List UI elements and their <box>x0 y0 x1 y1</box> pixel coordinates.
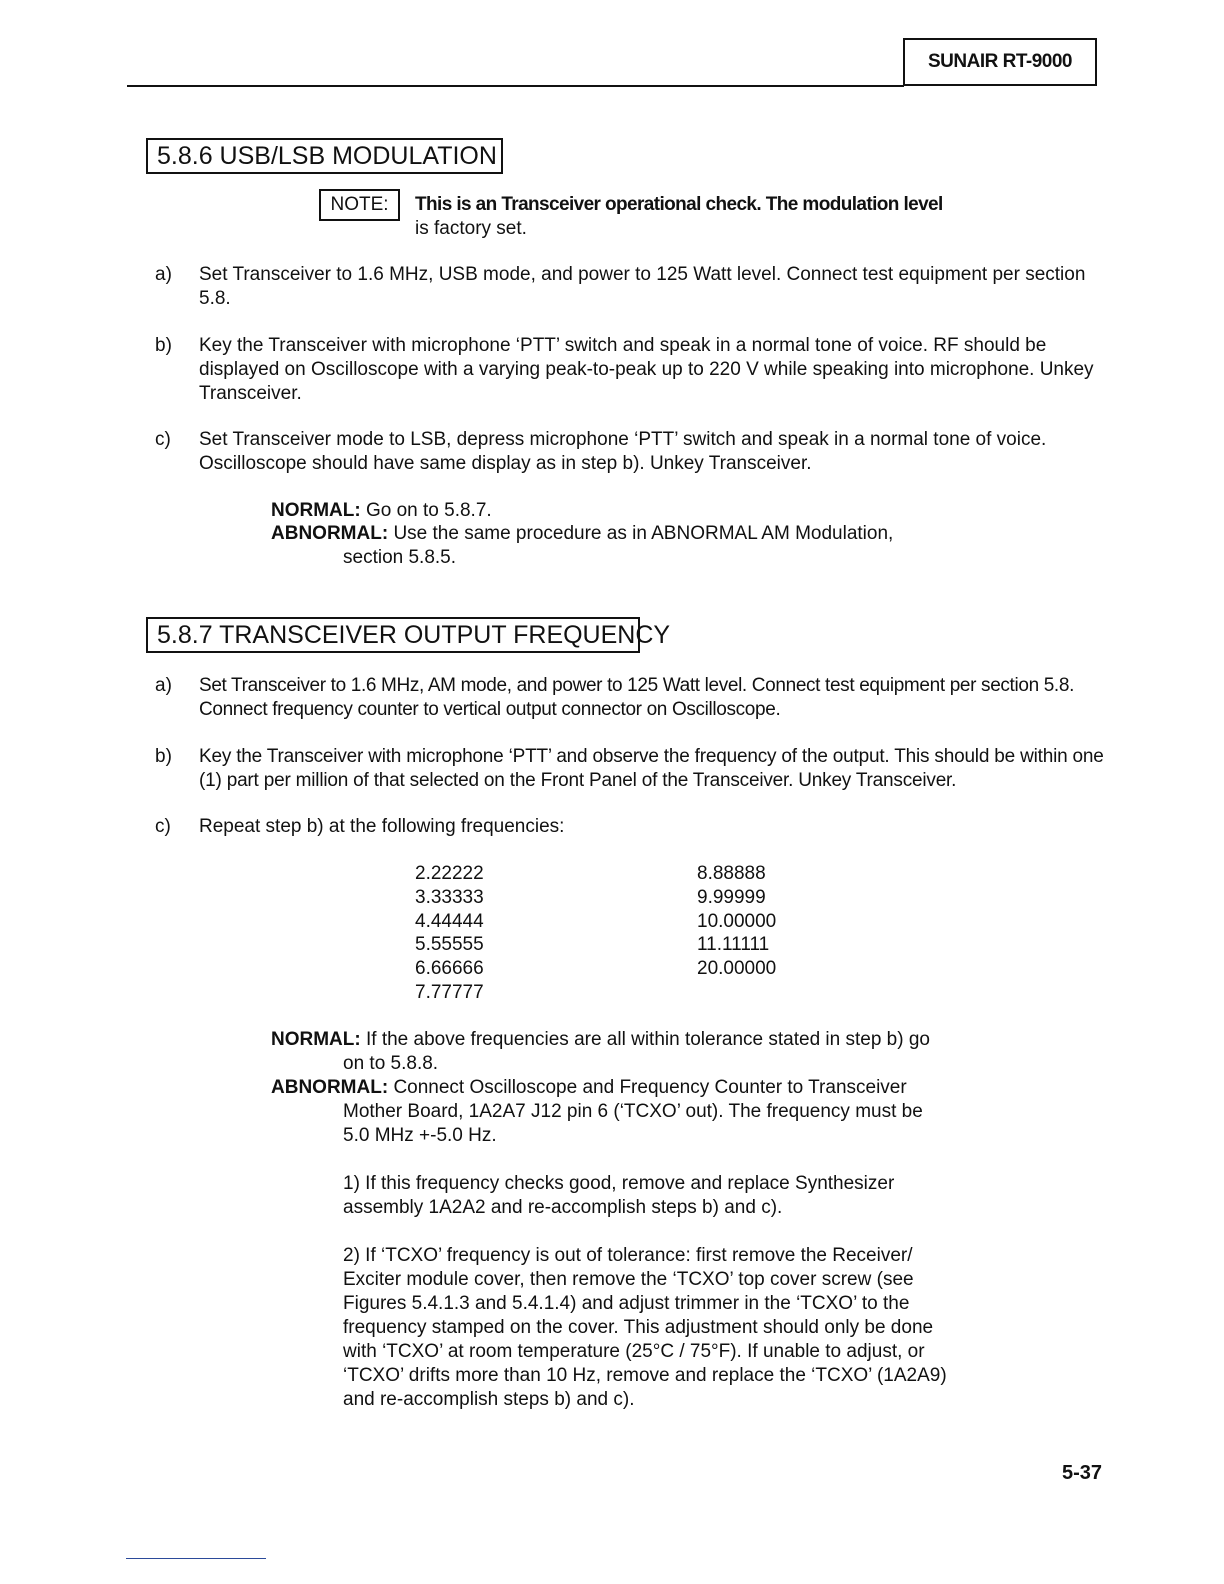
footer-rule <box>126 1558 266 1559</box>
frequency-value: 6.66666 <box>415 958 484 979</box>
step-c-letter: c) <box>155 429 171 450</box>
frequency-value: 5.55555 <box>415 934 484 955</box>
step-b-letter: b) <box>155 335 172 356</box>
step-b-letter: b) <box>155 746 172 767</box>
page-number: 5-37 <box>1062 1462 1103 1484</box>
abnormal-step-2: 2) If ‘TCXO’ frequency is out of tolerance: first remove the Receiver/ Exciter module cover, then remove the ‘TCXO’ top cover screw (see Figures 5.4.1.3 and 5.4.1.4) and adjust trimmer in the ‘TCXO’ to the frequency stamped on the cover. This adjustment should only be done with ‘TCXO’ at room temperature (25°C / 75°F). If unable to adjust, or ‘TCXO’ drifts more than 10 Hz, remove and replace the ‘TCXO’ (1A2A9) and re-accomplish steps b) and c). <box>343 1245 947 1410</box>
normal-result <box>271 499 492 523</box>
step-a-letter: a) <box>155 264 172 285</box>
frequency-value: 2.22222 <box>415 863 484 884</box>
step-c-text: Repeat step b) at the following frequencies: <box>199 816 565 837</box>
normal-text-2: on to 5.8.8. <box>343 1053 439 1074</box>
normal-label: NORMAL: <box>271 1029 361 1050</box>
abnormal-step-1: 1) If this frequency checks good, remove and replace Synthesizer assembly 1A2A2 and re-accomplish steps b) and c). <box>343 1173 895 1218</box>
frequency-value: 8.88888 <box>697 863 766 884</box>
frequency-value: 9.99999 <box>697 887 766 908</box>
step-a-text: Set Transceiver to 1.6 MHz, USB mode, and power to 125 Watt level. Connect test equipment per section 5.8. <box>199 264 1086 309</box>
abnormal-text: Connect Oscilloscope and Frequency Counter to Transceiver <box>393 1077 907 1098</box>
section-title-587: 5.8.7 TRANSCEIVER OUTPUT FREQUENCY <box>146 617 640 653</box>
frequency-value: 20.00000 <box>697 958 777 979</box>
frequency-value: 3.33333 <box>415 887 484 908</box>
document-id: SUNAIR RT-9000 <box>903 38 1097 86</box>
abnormal-label: ABNORMAL: <box>271 1077 389 1098</box>
normal-result <box>271 1028 930 1052</box>
abnormal-text-3: 5.0 MHz +-5.0 Hz. <box>343 1125 497 1146</box>
frequency-value: 4.44444 <box>415 911 484 932</box>
normal-text: If the above frequencies are all within tolerance stated in step b) go <box>365 1029 930 1050</box>
frequency-value: 10.00000 <box>697 911 777 932</box>
abnormal-text-2: Mother Board, 1A2A7 J12 pin 6 (‘TCXO’ out). The frequency must be <box>343 1101 923 1122</box>
normal-text: Go on to 5.8.7. <box>365 500 492 521</box>
abnormal-result <box>271 1076 907 1100</box>
step-a-letter: a) <box>155 675 172 696</box>
step-b-text: Key the Transceiver with microphone ‘PTT’ switch and speak in a normal tone of voice. RF should be displayed on Oscilloscope with a varying peak-to-peak up to 220 V while speaking into microphone. Unkey Transceiver. <box>199 335 1094 404</box>
abnormal-text: Use the same procedure as in ABNORMAL AM Modulation, <box>393 523 894 544</box>
note-label: NOTE: <box>319 189 400 221</box>
note-line-2: is factory set. <box>415 218 527 239</box>
note-line-1: This is an Transceiver operational check. The modulation level <box>415 194 943 215</box>
step-b-text: Key the Transceiver with microphone ‘PTT’ and observe the frequency of the output. This should be within one (1) part per million of that selected on the Front Panel of the Transceiver. Unkey Transceiver. <box>199 746 1104 791</box>
step-c-text: Set Transceiver mode to LSB, depress microphone ‘PTT’ switch and speak in a normal tone of voice. Oscilloscope should have same display as in step b). Unkey Transceiver. <box>199 429 1047 474</box>
step-a-text: Set Transceiver to 1.6 MHz, AM mode, and power to 125 Watt level. Connect test equipment per section 5.8. Connect frequency counter to vertical output connector on Oscilloscope. <box>199 675 1075 720</box>
abnormal-text-2: section 5.8.5. <box>343 547 457 568</box>
frequency-value: 11.11111 <box>697 934 770 955</box>
step-c-letter: c) <box>155 816 171 837</box>
header-rule <box>127 85 904 87</box>
abnormal-label: ABNORMAL: <box>271 523 389 544</box>
abnormal-result <box>271 522 893 546</box>
frequency-value: 7.77777 <box>415 982 484 1003</box>
normal-label: NORMAL: <box>271 500 361 521</box>
section-title-586: 5.8.6 USB/LSB MODULATION <box>146 138 503 174</box>
